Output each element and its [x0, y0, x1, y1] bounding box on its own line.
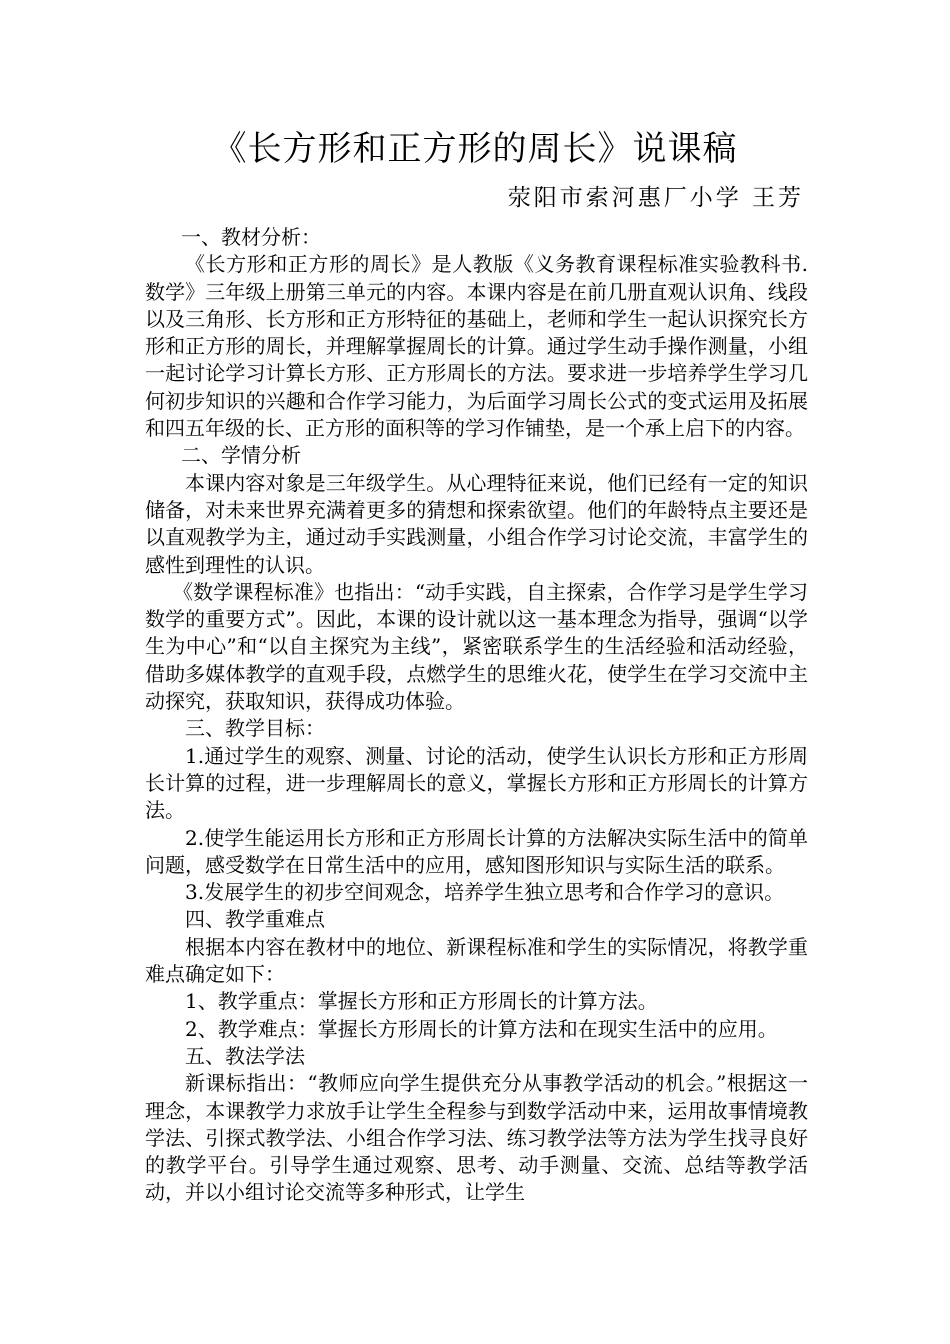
paragraph-goal-2: 2.使学生能运用长方形和正方形周长计算的方法解决实际生活中的简单问题，感受数学在日常生活中的应用，感知图形知识与实际生活的联系。 [145, 825, 808, 877]
paragraph-keypoints: 根据本内容在教材中的地位、新课程标准和学生的实际情况，将教学重难点确定如下： [145, 934, 808, 987]
section-heading-methods: 五、教法学法 [185, 1043, 305, 1068]
paragraph-materials: 《长方形和正方形的周长》是人教版《义务教育课程标准实验教科书.数学》三年级上册第三单元的内容。本课内容是在前几册直观认识角、线段以及三角形、长方形和正方形特征的基础上，老师和学生一起认识探究长方形和正方形的周长，并理解掌握周长的计算。通过学生动手操作测量，小组一起讨论学习计算长方形、正方形周长的方法。要求进一步培养学生学习几何初步知识的兴趣和合作学习能力，为后面学习周长公式的变式运用及拓展和四五年级的长、正方形的面积等的学习作铺垫，是一个承上启下的内容。 [145, 252, 808, 441]
author-line: 荥阳市索河惠厂小学 王芳 [507, 185, 804, 211]
paragraph-goal-3: 3.发展学生的初步空间观念，培养学生独立思考和合作学习的意识。 [185, 880, 785, 905]
paragraph-keypoint-2: 2、教学难点：掌握长方形周长的计算方法和在现实生活中的应用。 [185, 1016, 778, 1041]
paragraph-methods: 新课标指出：“教师应向学生提供充分从事教学活动的机会。”根据这一理念，本课教学力求放手让学生全程参与到数学活动中来，运用故事情境教学法、引探式教学法、小组合作学习法、练习教学法等方法为学生找寻良好的教学平台。引导学生通过观察、思考、动手测量、交流、总结等教学活动，并以小组讨论交流等多种形式，让学生 [145, 1071, 808, 1205]
paragraph-keypoint-1: 1、教学重点：掌握长方形和正方形周长的计算方法。 [185, 989, 658, 1014]
document-body [145, 224, 808, 1207]
section-heading-goals: 三、教学目标： [185, 716, 325, 741]
paragraph-students-1: 本课内容对象是三年级学生。从心理特征来说，他们已经有一定的知识储备，对未来世界充满着更多的猜想和探索欲望。他们的年龄特点主要还是以直观教学为主，通过动手实践测量，小组合作学习讨论交流，丰富学生的感性到理性的认识。 [145, 470, 808, 577]
section-heading-students: 二、学情分析 [181, 443, 301, 468]
document-title: 《长方形和正方形的周长》说课稿 [212, 129, 738, 169]
paragraph-students-2: 《数学课程标准》也指出：“动手实践，自主探索，合作学习是学生学习数学的重要方式”。因此，本课的设计就以这一基本理念为指导，强调“以学生为中心”和“以自主探究为主线”，紧密联系学生的生活经验和活动经验，借助多媒体教学的直观手段，点燃学生的思维火花，使学生在学习交流中主动探究，获取知识，获得成功体验。 [145, 579, 808, 714]
section-heading-materials: 一、教材分析： [181, 225, 321, 249]
section-heading-keypoints: 四、教学重难点 [185, 907, 325, 932]
paragraph-goal-1: 1.通过学生的观察、测量、讨论的活动，使学生认识长方形和正方形周长计算的过程，进一步理解周长的意义，掌握长方形和正方形周长的计算方法。 [145, 743, 808, 823]
